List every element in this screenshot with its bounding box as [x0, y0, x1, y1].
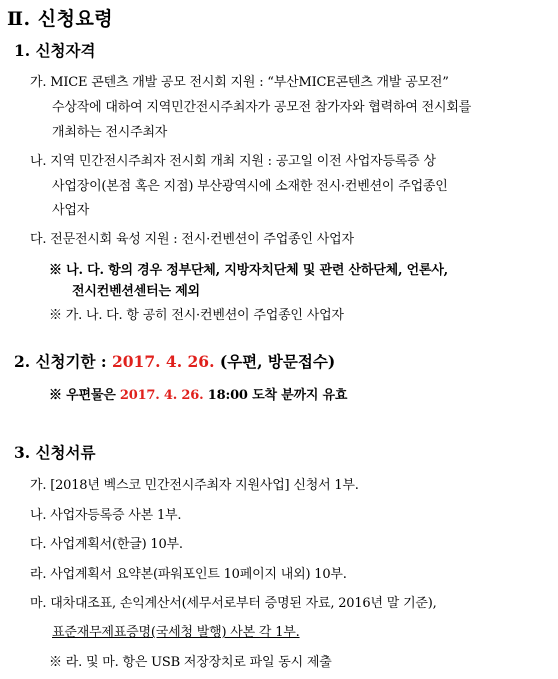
eligibility-na-line1: 나. 지역 민간전시주최자 전시회 개최 지원 : 공고일 이전 사업자등록증 상 [30, 154, 436, 169]
eligibility-note1-line1: ※ 나. 다. 항의 경우 정부단체, 지방자치단체 및 관련 산하단체, 언론사, [49, 263, 448, 278]
deadline-method: (우편, 방문접수) [214, 352, 336, 371]
deadline-note-prefix: ※ 우편물은 [49, 388, 120, 403]
eligibility-ga-line2: 수상작에 대하여 지역민간전시주최자가 공모전 참가자와 협력하여 전시회를 [52, 100, 472, 115]
heading-documents: 3. 신청서류 [14, 443, 96, 462]
heading-eligibility: 1. 신청자격 [14, 41, 96, 60]
deadline-note-date: 2017. 4. 26. [119, 388, 204, 403]
eligibility-na-line3: 사업자 [52, 203, 90, 218]
document-item-3: 다. 사업계획서(한글) 10부. [30, 537, 183, 552]
deadline-date: 2017. 4. 26. [111, 352, 215, 371]
eligibility-ga-line3: 개최하는 전시주최자 [52, 125, 168, 140]
eligibility-note2: ※ 가. 나. 다. 항 공히 전시·컨벤션이 주업종인 사업자 [49, 308, 344, 323]
eligibility-note1-line2: 전시컨벤션센터는 제외 [72, 284, 200, 299]
document-item-4: 라. 사업계획서 요약본(파워포인트 10페이지 내외) 10부. [30, 567, 347, 582]
document-item-2: 나. 사업자등록증 사본 1부. [30, 508, 182, 523]
deadline-label: 2. 신청기한 : [14, 352, 112, 371]
documents-note: ※ 라. 및 마. 항은 USB 저장장치로 파일 동시 제출 [49, 655, 332, 670]
eligibility-da: 다. 전문전시회 육성 지원 : 전시·컨벤션이 주업종인 사업자 [30, 232, 354, 247]
deadline-note [49, 384, 347, 403]
eligibility-na-line2: 사업장이(본점 혹은 지점) 부산광역시에 소재한 전시·컨벤션이 주업종인 [52, 179, 448, 194]
section-title: Ⅱ. 신청요령 [7, 8, 114, 30]
document-item-5-line1: 마. 대차대조표, 손익계산서(세무서로부터 증명된 자료, 2016년 말 기준), [30, 596, 437, 611]
heading-deadline [14, 350, 335, 372]
document-item-1: 가. [2018년 벡스코 민간전시주최자 지원사업] 신청서 1부. [30, 478, 359, 493]
eligibility-ga-line1: 가. MICE 콘텐츠 개발 공모 전시회 지원 : “부산MICE콘텐츠 개발 공모전” [30, 75, 449, 90]
document-item-5-line2: 표준재무제표증명(국세청 발행) 사본 각 1부. [52, 625, 300, 640]
deadline-note-suffix: 18:00 도착 분까지 유효 [203, 388, 348, 403]
